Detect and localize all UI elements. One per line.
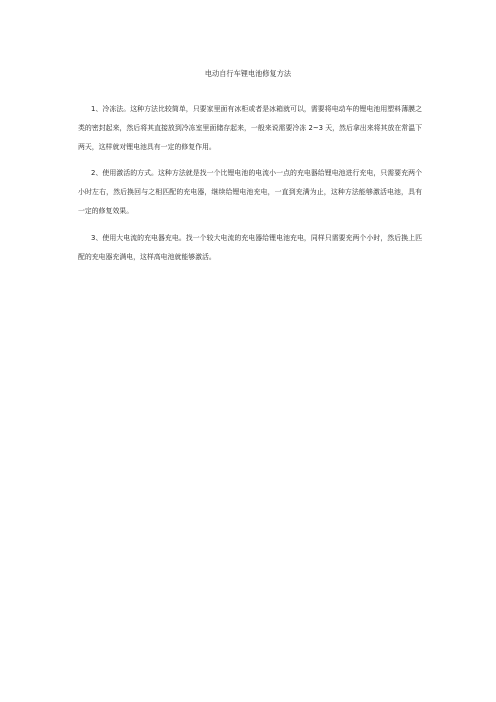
page-title: 电动自行车锂电池修复方法 (204, 69, 292, 78)
paragraph-activation-method: 2、使用激活的方式。这种方法就是找一个比锂电池的电流小一点的充电器给锂电池进行充电，只需要充两个小时左右，然后换回与之相匹配的充电器，继续给锂电池充电，一直到充满为止，这种方法能够激活电池，具有一定的修复效果。 (78, 169, 422, 215)
paragraph-high-current-charger: 3、使用大电流的充电器充电。找一个较大电流的充电器给锂电池充电，同样只需要充两个小时，然后换上匹配的充电器充满电，这样高电池就能够激活。 (78, 234, 422, 261)
paragraph-freezing-method: 1、冷冻法。这种方法比较简单，只要家里面有冰柜或者是冰箱就可以，需要将电动车的锂电池用塑料薄膜之类的密封起来，然后将其直接放到冷冻室里面储存起来，一般来说需要冷冻 2~3 天，然后拿出来将其放在常温下两天，这样就对锂电池具有一定的修复作用。 (78, 105, 422, 151)
document-body (78, 100, 422, 277)
